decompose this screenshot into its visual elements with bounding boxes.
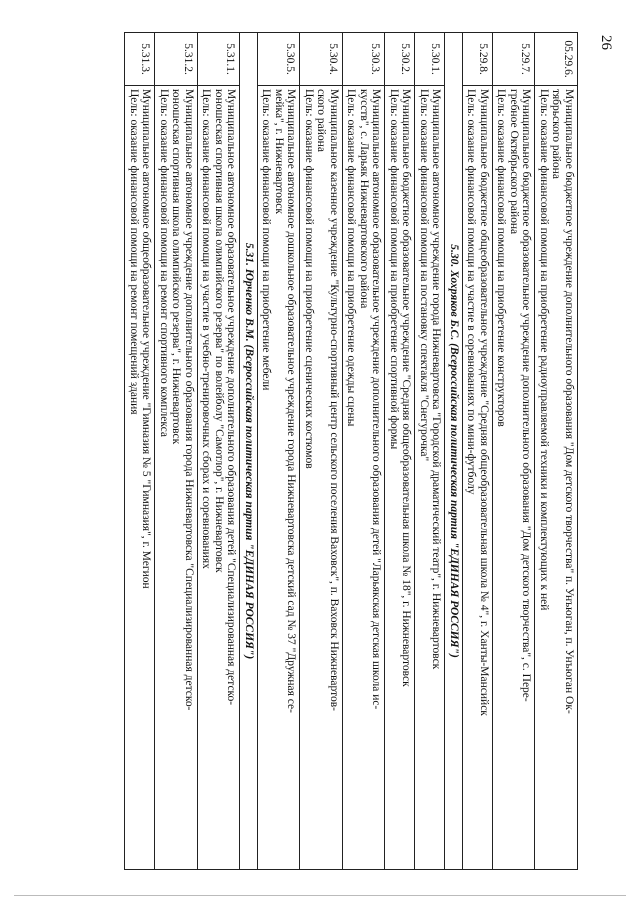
description-line: юношеская спортивная школа олимпийского резерва", г. Нижневартовск bbox=[170, 89, 183, 445]
description-line: Муниципальное бюджетное учреждение дополнительного образования "Дом детского творчества" п. Унъюган, п. Унъюган Ок- bbox=[563, 89, 575, 714]
table-row bbox=[155, 33, 198, 870]
row-description bbox=[493, 86, 536, 870]
section-header: 5.30. Хохряков Б.С. (Всероссийская политическая партия "ЕДИНАЯ РОССИЯ") bbox=[445, 33, 463, 870]
table-row bbox=[463, 33, 493, 870]
description-line: юношеская спортивная школа олимпийского резерва" по волейболу "Самотлор", г. Нижневартовск bbox=[213, 89, 225, 573]
description-line: гребное Октябрьского района bbox=[508, 89, 520, 235]
page-number: 26 bbox=[598, 35, 614, 50]
description-line: Цель: оказание финансовой помощи на приобретение мебели bbox=[260, 89, 273, 391]
description-line: Муниципальное автономное учреждение дополнительного образования города Нижневартовска "Специализированная детско- bbox=[183, 89, 195, 711]
description-line: мейка", г. Нижневартовск bbox=[273, 89, 285, 214]
description-line: Цель: оказание финансовой помощи на приобретение радиоуправляемой техники и комплектующих к ней bbox=[538, 89, 550, 611]
row-description bbox=[463, 86, 493, 870]
row-description bbox=[415, 86, 445, 870]
description-line: Цель: оказание финансовой помощи на ремонт спортивного комплекса bbox=[158, 89, 170, 437]
description-line: Муниципальное бюджетное общеобразовательное учреждение "Средняя общеобразовательная школа № 4", г. Ханты-Мансийск bbox=[478, 89, 490, 716]
description-line: Муниципальное казенное учреждение "Культурно-спортивный центр сельского поселения Ваховск", п. Ваховск Нижневартов- bbox=[328, 89, 340, 711]
description-line: Цель: оказание финансовой помощи на участие в соревнованиях по мини-футболу bbox=[465, 89, 478, 495]
row-description bbox=[125, 86, 155, 870]
row-number: 5.30.5. bbox=[258, 33, 301, 86]
description-line: Цель: оказание финансовой помощи на приобретение спортивной формы bbox=[388, 89, 400, 450]
description-line: Муниципальное автономное общеобразовательное учреждение "Гимназия № 5 "Гимназия", г. Мегион bbox=[140, 89, 153, 589]
row-description bbox=[198, 86, 241, 870]
table-row bbox=[198, 33, 241, 870]
table-row bbox=[258, 33, 301, 870]
description-line: Цель: оказание финансовой помощи на приобретение сценических костюмов bbox=[303, 89, 315, 469]
register-table-body bbox=[125, 33, 578, 870]
section-header: 5.31. Юрченко В.М. (Всероссийская политическая партия "ЕДИНАЯ РОССИЯ") bbox=[240, 33, 258, 870]
table-row bbox=[385, 33, 415, 870]
row-description bbox=[258, 86, 301, 870]
description-line: Муниципальное автономное образовательное учреждение дополнительного образования детей "Ларьякская детская школа ис- bbox=[370, 89, 383, 710]
description-line: Цель: оказание финансовой помощи на приобретение одежды сцены bbox=[345, 89, 358, 427]
description-line: Муниципальное автономное учреждение города Нижневартовска "Городской драматический театр", г. Нижневартовск bbox=[430, 89, 443, 670]
row-description bbox=[300, 86, 343, 870]
description-line: ского района bbox=[315, 89, 328, 152]
row-number: 5.30.2. bbox=[385, 33, 415, 86]
description-line: Цель: оказание финансовой помощи на участие в учебно-тренировочных сборах и соревнованиях bbox=[200, 89, 213, 569]
row-number: 5.31.1. bbox=[198, 33, 241, 86]
description-line: Муниципальное автономное дошкольное образовательное учреждение города Нижневартовска детский сад № 37 "Дружная се- bbox=[285, 89, 298, 713]
row-number: 5.30.3. bbox=[343, 33, 386, 86]
description-line: Муниципальное автономное образовательное учреждение дополнительного образования детей "Специализированная детско- bbox=[225, 89, 238, 706]
row-number: 5.29.7. bbox=[493, 33, 536, 86]
row-number: 5.31.3. bbox=[125, 33, 155, 86]
description-line: Муниципальное бюджетное образовательное учреждение дополнительного образования "Дом детского творчества", с. Пере- bbox=[520, 89, 533, 702]
row-description bbox=[155, 86, 198, 870]
table-row bbox=[493, 33, 536, 870]
register-table bbox=[125, 32, 579, 870]
description-line: Цель: оказание финансовой помощи на ремонт помещений здания bbox=[128, 89, 140, 415]
table-row bbox=[300, 33, 343, 870]
rotated-table-container bbox=[58, 32, 578, 870]
row-number: 05.29.6. bbox=[535, 33, 578, 86]
description-line: кусств", с. Ларьяк Нижневартовского района bbox=[358, 89, 370, 309]
description-line: тябрьского района bbox=[550, 89, 563, 179]
row-description bbox=[343, 86, 386, 870]
row-number: 5.31.2. bbox=[155, 33, 198, 86]
row-description bbox=[535, 86, 578, 870]
row-description bbox=[385, 86, 415, 870]
description-line: Муниципальное бюджетное образовательное учреждение "Средняя общеобразовательная школа № 18", г. Нижневартовск bbox=[400, 89, 413, 687]
page-bottom-rule bbox=[14, 895, 626, 896]
table-row bbox=[343, 33, 386, 870]
section-header-row bbox=[240, 33, 258, 870]
section-header-row bbox=[445, 33, 463, 870]
description-line: Цель: оказание финансовой помощи на постановку спектакля "Снегурочка" bbox=[418, 89, 430, 462]
row-number: 5.29.8. bbox=[463, 33, 493, 86]
table-row bbox=[125, 33, 155, 870]
row-number: 5.30.1. bbox=[415, 33, 445, 86]
description-line: Цель: оказание финансовой помощи на приобретение конструкторов bbox=[495, 89, 508, 427]
row-number: 5.30.4. bbox=[300, 33, 343, 86]
table-row bbox=[415, 33, 445, 870]
table-row bbox=[535, 33, 578, 870]
